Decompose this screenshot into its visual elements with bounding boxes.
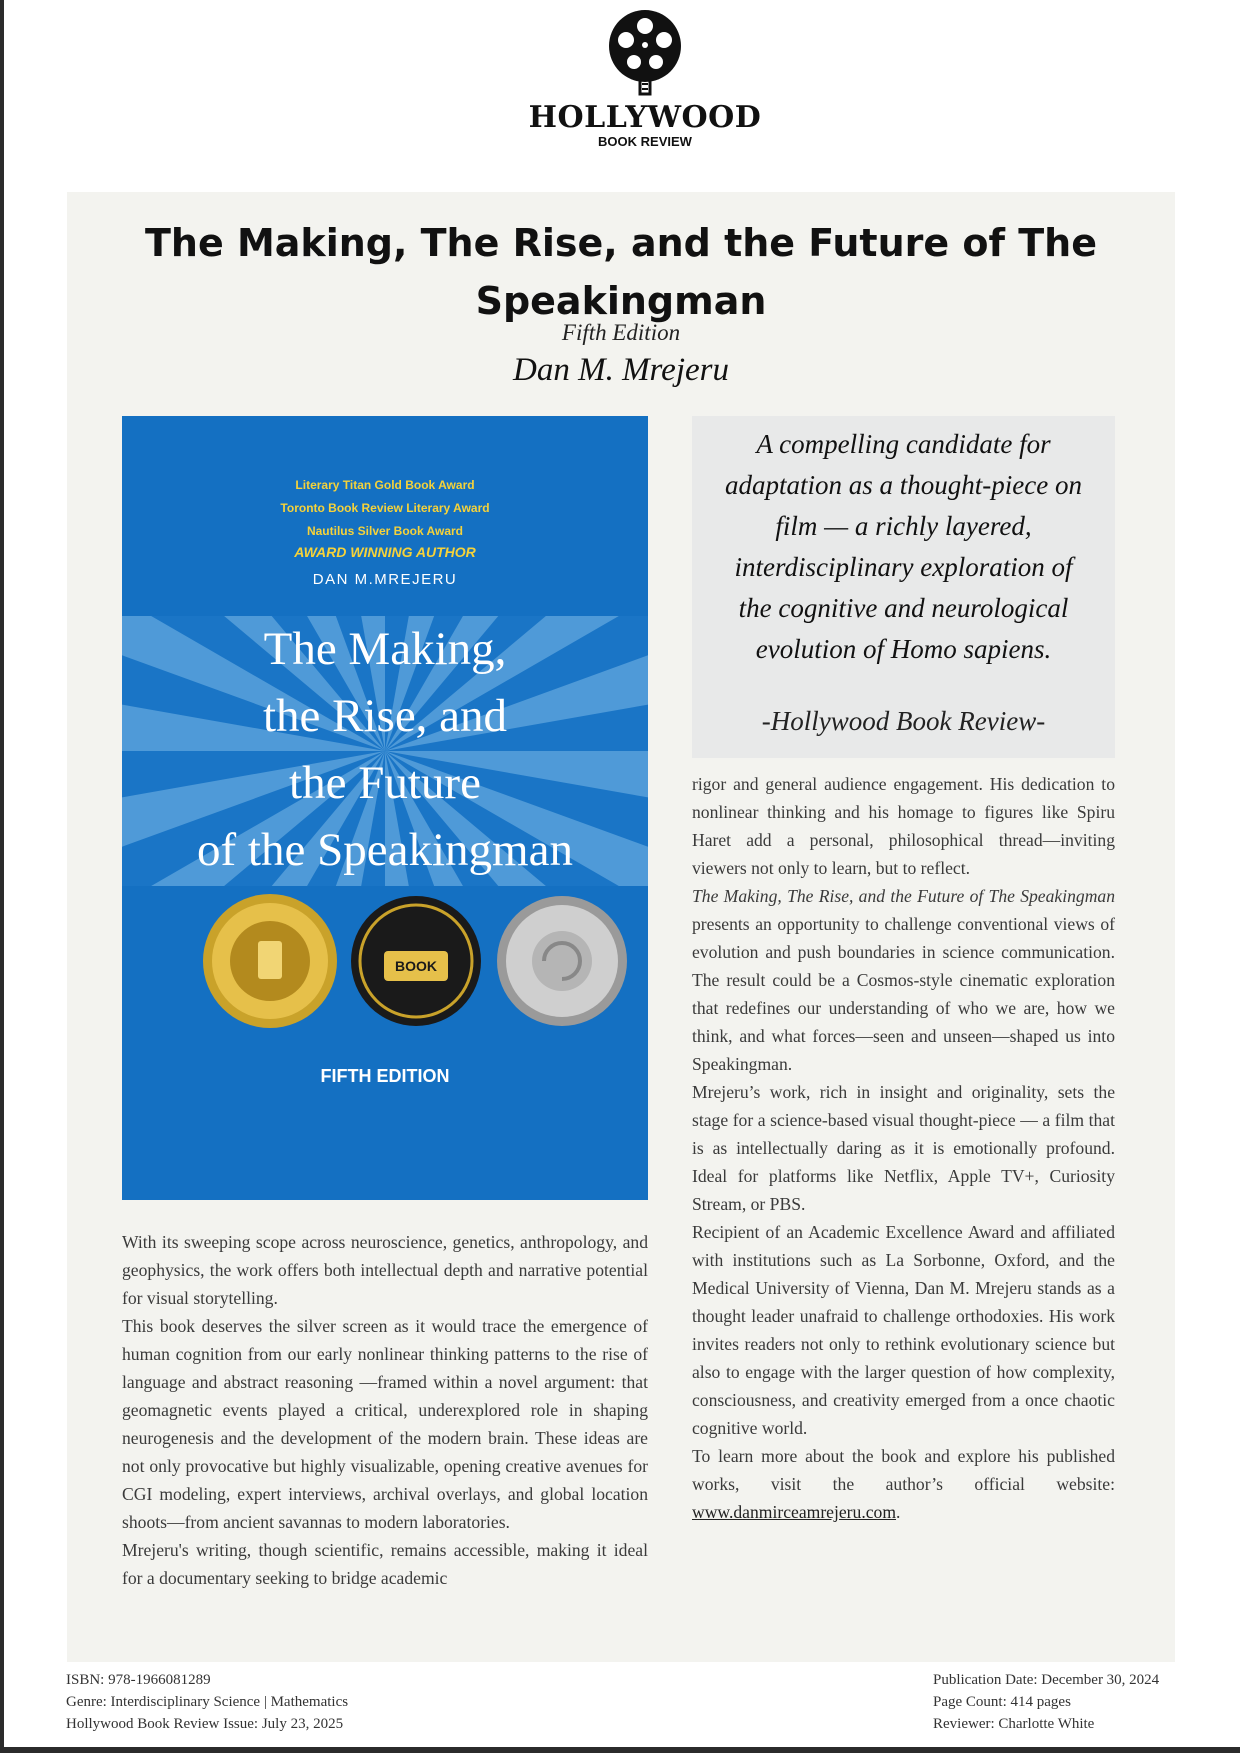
cover-award-3: Nautilus Silver Book Award bbox=[306, 524, 464, 538]
hollywood-book-review-logo bbox=[520, 8, 770, 150]
toronto-book-review-seal bbox=[203, 894, 337, 1028]
edition-label: Fifth Edition bbox=[561, 320, 681, 345]
film-reel-bulb-icon bbox=[607, 8, 683, 100]
page-count: Page Count: 414 pages bbox=[933, 1694, 1071, 1710]
cover-title-line2: the Rise, and bbox=[262, 690, 508, 742]
award-seals bbox=[122, 891, 648, 1031]
cover-title-line3: the Future bbox=[289, 757, 481, 809]
pull-quote: A compelling candidate for adaptation as a thought-piece on film — a richly layered, interdisciplinary exploration of the cognitive and neurological evolution of Homo sapiens. bbox=[725, 429, 1082, 664]
paragraph: This book deserves the silver screen as it would trace the emergence of human cognition from our early nonlinear thinking patterns to the rise of language and abstract reasoning —framed within a novel argument: that geomagnetic events played a critical, underexplored role in shaping neurogenesis and the development of the modern brain. These ideas are not only provocative but highly visualizable, opening creative avenues for CGI modeling, expert interviews, archival overlays, and global location shoots—from ancient savannas to modern laboratories. bbox=[122, 1316, 648, 1532]
cover-title-line1: The Making, bbox=[263, 623, 507, 675]
book-title-italic: The Making, The Rise, and the Future of The Speakingman bbox=[692, 886, 1115, 906]
paragraph: Recipient of an Academic Excellence Award and affiliated with institutions such as La Sorbonne, Oxford, and the Medical University of Vienna, Dan M. Mrejeru stands as a thought leader unafraid to challenge orthodoxies. His work invites readers not only to rethink evolutionary science but also to engage with the larger question of how complexity, consciousness, and creativity emerged from a once chaotic cognitive world. bbox=[692, 1222, 1115, 1438]
genre: Genre: Interdisciplinary Science | Mathematics bbox=[66, 1694, 349, 1710]
author-name: Dan M. Mrejeru bbox=[513, 352, 729, 388]
pull-quote-box bbox=[692, 416, 1115, 758]
left-column-text bbox=[122, 1228, 648, 1592]
pull-quote-source: -Hollywood Book Review- bbox=[761, 706, 1046, 736]
book-title-line1: The Making, The Rise, and the Future of The bbox=[144, 221, 1097, 265]
cover-winner-label: AWARD WINNING AUTHOR bbox=[294, 544, 476, 560]
logo-name: HOLLYWOOD bbox=[528, 100, 762, 135]
cover-award-1: Literary Titan Gold Book Award bbox=[295, 478, 475, 492]
cover-edition: FIFTH EDITION bbox=[320, 1066, 450, 1086]
footer-right bbox=[933, 1669, 1159, 1735]
nautilus-seal bbox=[497, 896, 627, 1026]
paragraph-rest: presents an opportunity to challenge conventional views of evolution and push boundaries in science communication. The result could be a Cosmos-style cinematic exploration that redefines our understanding of who we are, how we think, and what forces—seen and unseen—shaped us into Speakingman. bbox=[692, 914, 1115, 1074]
link-period: . bbox=[896, 1502, 901, 1522]
cover-title-line4: of the Speakingman bbox=[197, 824, 573, 876]
author-website-link[interactable]: www.danmirceamrejeru.com bbox=[692, 1502, 897, 1522]
page-left-border bbox=[0, 0, 4, 1753]
review-issue: Hollywood Book Review Issue: July 23, 2025 bbox=[66, 1716, 344, 1732]
footer-left bbox=[66, 1669, 348, 1735]
page-bottom-border bbox=[0, 1747, 1240, 1753]
paragraph-text: To learn more about the book and explore his published works, visit the author’s official website: bbox=[692, 1446, 1115, 1494]
right-column-text bbox=[692, 770, 1115, 1526]
svg-text:BOOK: BOOK bbox=[395, 958, 437, 974]
book-title-line2: Speakingman bbox=[475, 279, 767, 323]
publication-date: Publication Date: December 30, 2024 bbox=[933, 1672, 1160, 1688]
paragraph: With its sweeping scope across neuroscience, genetics, anthropology, and geophysics, the work offers both intellectual depth and narrative potential for visual storytelling. bbox=[122, 1232, 648, 1308]
cover-award-2: Toronto Book Review Literary Award bbox=[280, 501, 490, 515]
paragraph: Mrejeru's writing, though scientific, remains accessible, making it ideal for a documentary seeking to bridge academic bbox=[122, 1540, 648, 1588]
paragraph: Mrejeru’s work, rich in insight and originality, sets the stage for a science-based visual thought-piece — a film that is as intellectually daring as it is emotionally profound. Ideal for platforms like Netflix, Apple TV+, Curiosity Stream, or PBS. bbox=[692, 1082, 1115, 1214]
book-cover bbox=[122, 416, 648, 1200]
cover-author: DAN M.MREJERU bbox=[312, 571, 458, 588]
paragraph: rigor and general audience engagement. His dedication to nonlinear thinking and his homage to figures like Spiru Haret add a personal, philosophical thread—inviting viewers not only to learn, but to reflect. bbox=[692, 774, 1115, 878]
isbn: ISBN: 978-1966081289 bbox=[66, 1672, 211, 1688]
book-title bbox=[67, 214, 1175, 330]
paragraph bbox=[692, 1442, 1115, 1526]
reviewer: Reviewer: Charlotte White bbox=[933, 1716, 1095, 1732]
logo-subtitle: BOOK REVIEW bbox=[598, 134, 692, 149]
review-panel bbox=[67, 192, 1175, 1662]
literary-titan-seal bbox=[351, 896, 481, 1026]
paragraph bbox=[692, 882, 1115, 1078]
